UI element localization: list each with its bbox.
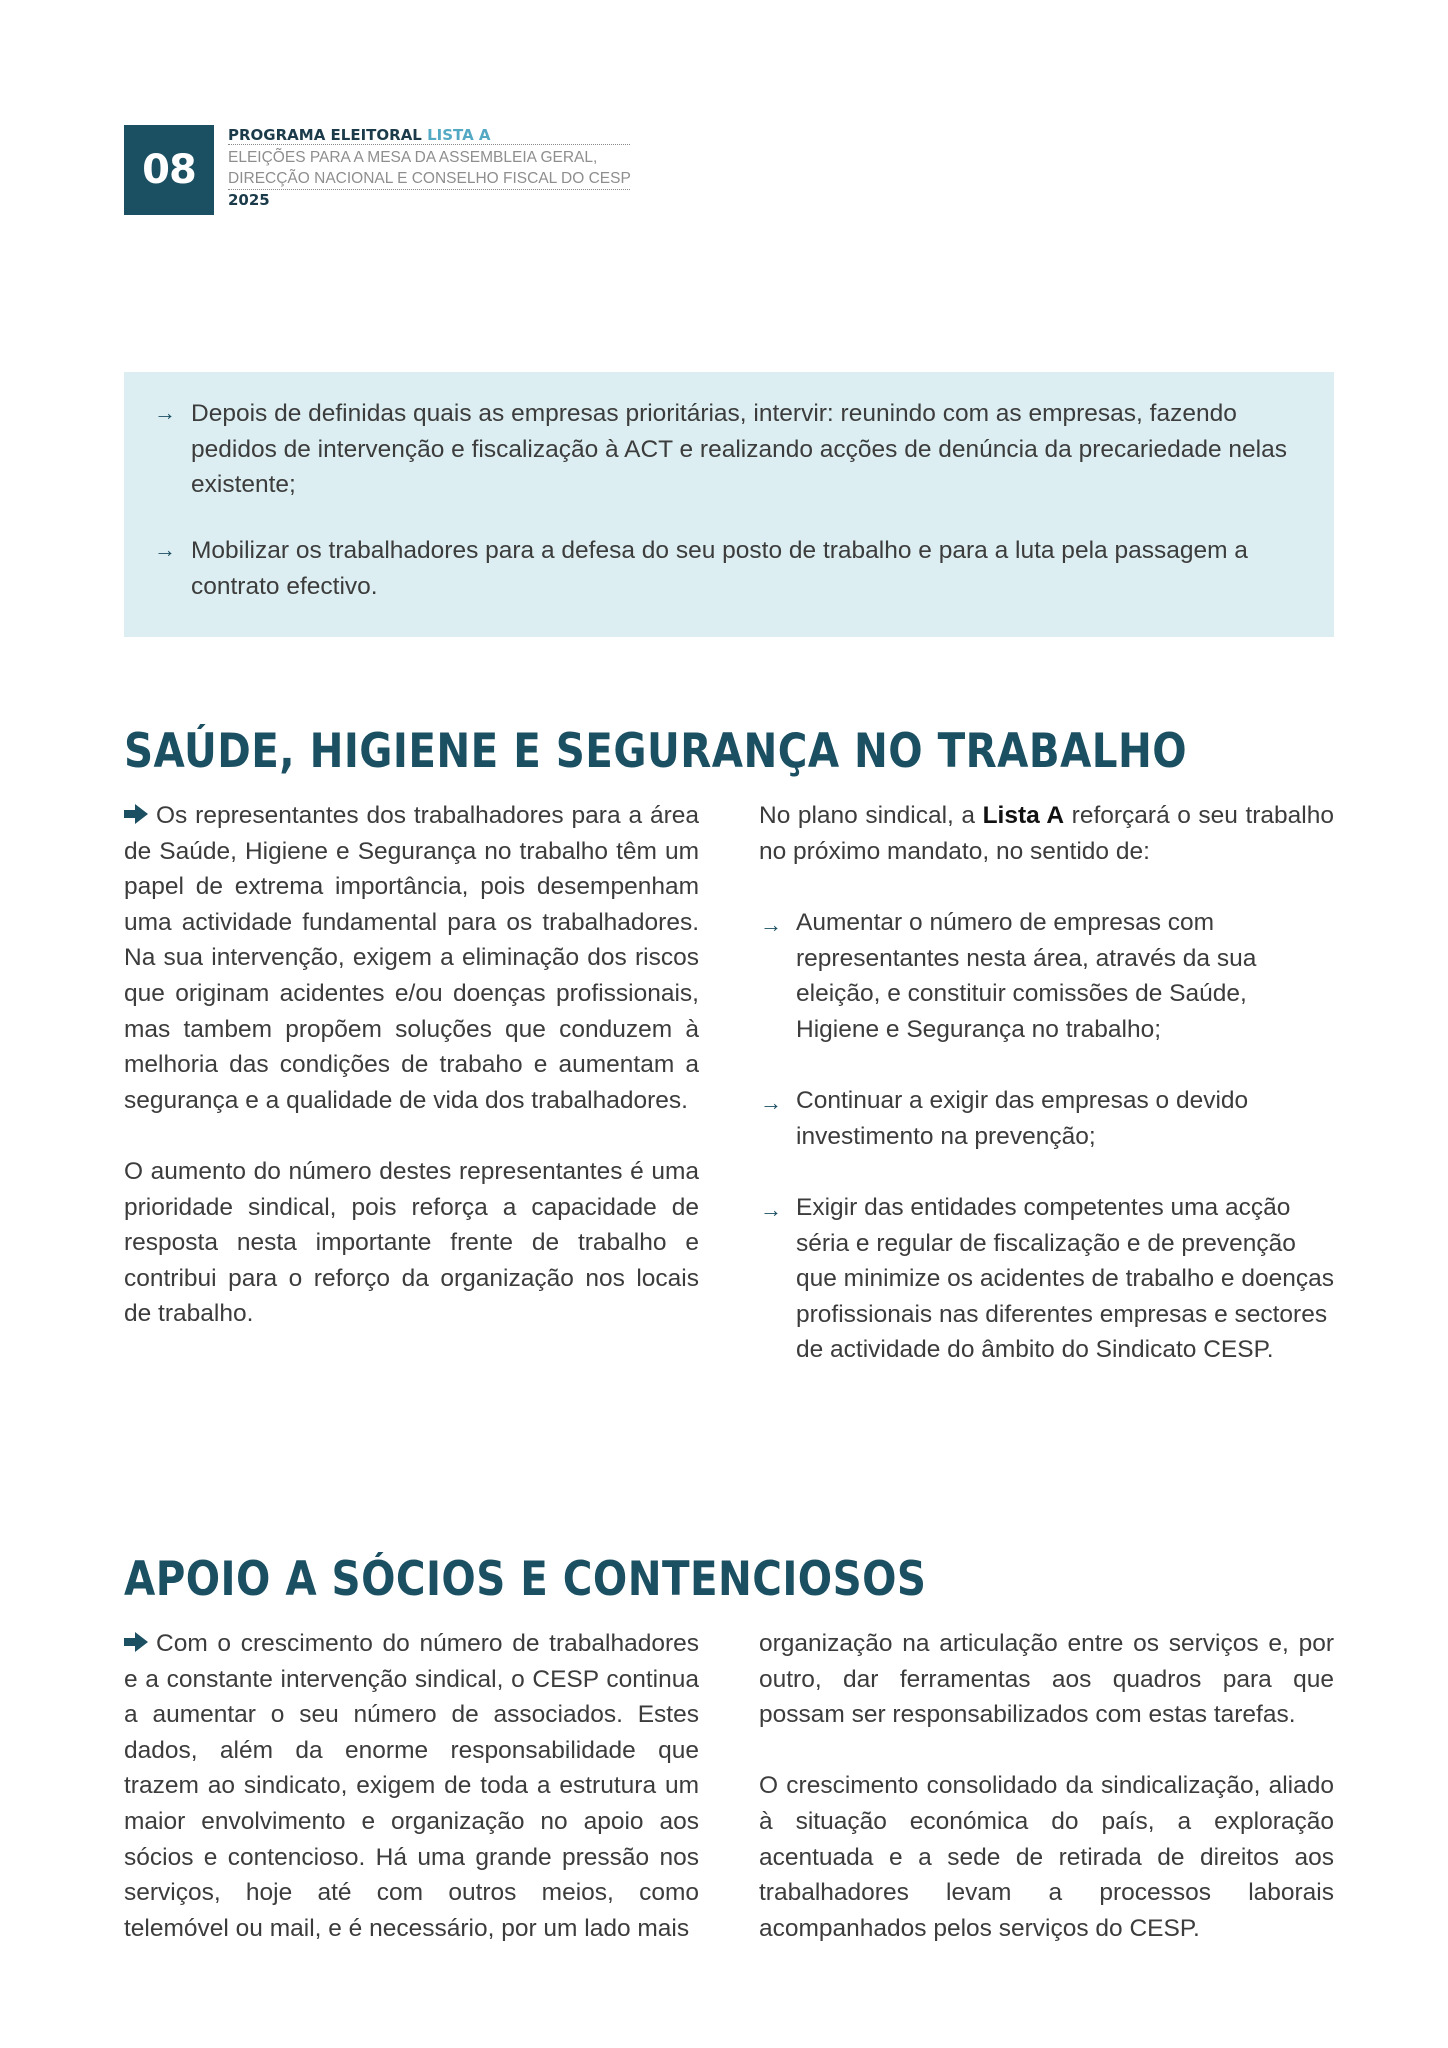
support-paragraph-1: Com o crescimento do número de trabalhadores e a constante intervenção sindical, o CESP continua a aumentar o seu número de associados. Estes dados, além da enorme responsabilidade que trazem ao sindicato, exigem de toda a estrutura um maior envolvimento e organização no apoio aos sócios e contencioso. Há uma grande pressão nos serviços, hoje até com outros meios, como telemóvel ou mail, e é necessário, por um lado mais [124,1630,699,1942]
arrow-icon: → [760,912,782,937]
header-year: 2025 [228,191,270,209]
arrow-icon: → [760,1197,782,1222]
bullet-arrow-icon [124,804,148,824]
highlight-item: Mobilizar os trabalhadores para a defesa do seu posto de trabalho e para a luta pela passagem a contrato efectivo. [191,537,1248,600]
health-bullet: Exigir das entidades competentes uma acção séria e regular de fiscalização e de prevenção que minimize os acidentes de trabalho e doenças profissionais nas diferentes empresas e sectores de actividade do âmbito do Sindicato CESP. [796,1194,1334,1364]
health-paragraph-2: O aumento do número destes representantes é uma prioridade sindical, pois reforça a capacidade de resposta nesta importante frente de trabalho e contribui para o reforço da organização nos locais de trabalho. [124,1157,699,1328]
health-bullet: Continuar a exigir das empresas o devido investimento na prevenção; [796,1087,1249,1150]
support-paragraph-2: organização na articulação entre os serviços e, por outro, dar ferramentas aos quadros para que possam ser responsabilizados com estas tarefas. [759,1630,1334,1729]
section-title-health: SAÚDE, HIGIENE E SEGURANÇA NO TRABALHO [124,724,1188,779]
highlight-item: Depois de definidas quais as empresas prioritárias, intervir: reunindo com as empresas, fazendo pedidos de intervenção e fiscalização à ACT e realizando acções de denúncia da precariedade nelas existente; [191,400,1287,498]
election-line-1: ELEIÇÕES PARA A MESA DA ASSEMBLEIA GERAL, [228,149,598,166]
election-line-2: DIRECÇÃO NACIONAL E CONSELHO FISCAL DO CESP [228,170,631,187]
health-paragraph-1: Os representantes dos trabalhadores para a área de Saúde, Higiene e Segurança no trabalho têm um papel de extrema importância, pois desempenham uma actividade fundamental para os trabalhadores. Na sua intervenção, exigem a eliminação dos riscos que originam acidentes e/ou doenças profissionais, mas tambem propõem soluções que conduzem à melhoria das condições de trabaho e aumentam a segurança e a qualidade de vida dos trabalhadores. [124,802,699,1114]
arrow-icon: → [154,537,176,562]
list-a-emphasis: Lista A [982,802,1065,829]
bullet-arrow-icon [124,1632,148,1652]
list-label: LISTA A [427,126,491,144]
health-left-column [124,798,699,1332]
support-paragraph-3: O crescimento consolidado da sindicalização, aliado à situação económica do país, a exploração acentuada e a sede de retirada de direitos aos trabalhadores levam a processos laborais acompanhados pelos serviços do CESP. [759,1772,1334,1942]
page-number: 08 [124,125,214,215]
health-right-intro: No plano sindical, a Lista A reforçará o seu trabalho no próximo mandato, no sentido de: [759,802,1334,865]
support-right-column [759,1626,1334,1946]
program-label: PROGRAMA ELEITORAL [228,126,422,144]
health-bullet: Aumentar o número de empresas com representantes nesta área, através da sua eleição, e constituir comissões de Saúde, Higiene e Segurança no trabalho; [796,909,1257,1043]
arrow-icon: → [760,1090,782,1115]
section-title-support: APOIO A SÓCIOS E CONTENCIOSOS [124,1552,927,1607]
arrow-icon: → [154,400,176,425]
support-left-column [124,1626,699,1946]
document-header [228,126,630,210]
program-title [228,126,630,144]
